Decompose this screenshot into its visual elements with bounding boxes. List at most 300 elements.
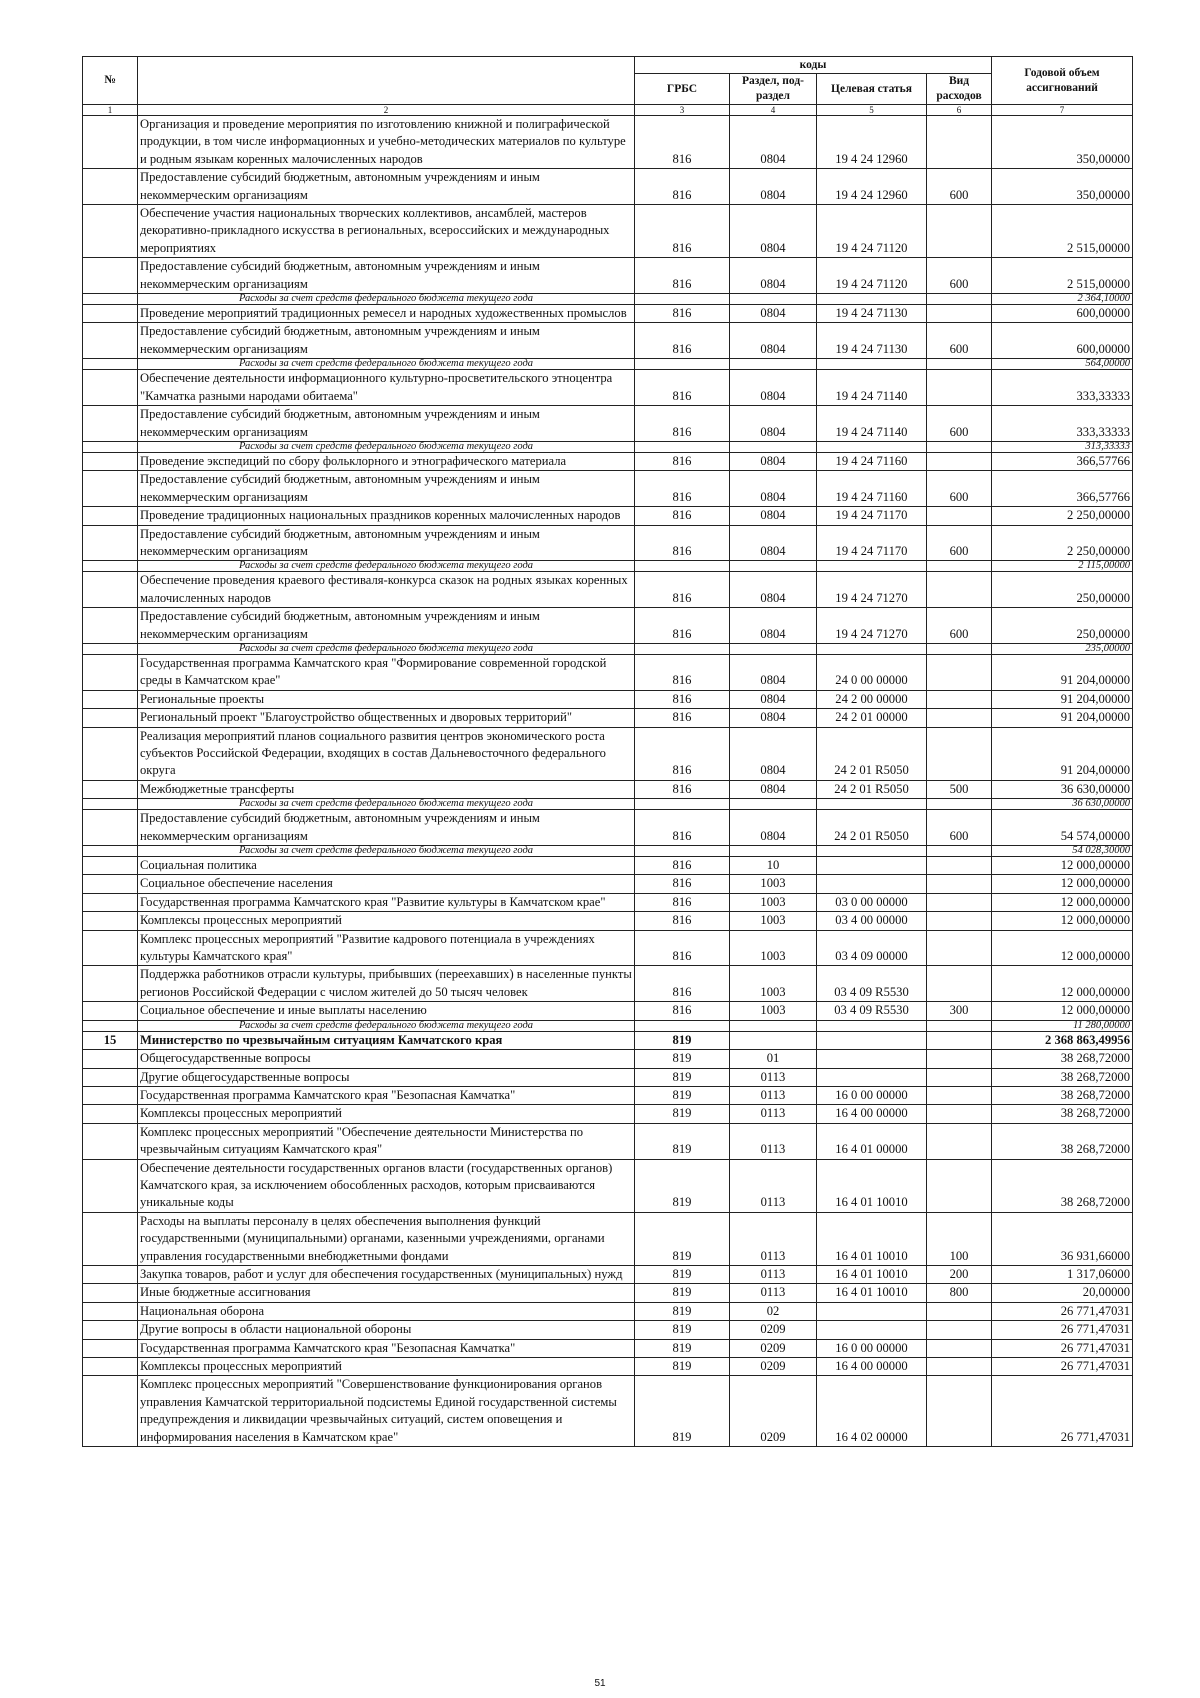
row-expense-type — [927, 654, 992, 690]
table-row — [83, 1105, 1133, 1123]
row-grbs: 816 — [635, 930, 730, 966]
federal-budget-row — [83, 561, 1133, 572]
row-grbs: 819 — [635, 1265, 730, 1283]
row-expense-type — [927, 727, 992, 780]
row-section: 1003 — [730, 875, 817, 893]
row-expense-type — [927, 359, 992, 370]
row-grbs: 816 — [635, 370, 730, 406]
row-number — [83, 1284, 138, 1302]
row-amount: 250,00000 — [992, 608, 1133, 644]
table-row — [83, 305, 1133, 323]
row-grbs: 816 — [635, 912, 730, 930]
table-row — [83, 1086, 1133, 1104]
table-row — [83, 169, 1133, 205]
row-description: Предоставление субсидий бюджетным, автономным учреждениям и иным некоммерческим организациям — [138, 471, 635, 507]
row-target: 24 2 01 00000 — [817, 709, 927, 727]
row-amount: 91 204,00000 — [992, 690, 1133, 708]
row-section: 0804 — [730, 305, 817, 323]
row-amount: 333,33333 — [992, 370, 1133, 406]
row-section: 0804 — [730, 709, 817, 727]
row-amount: 1 317,06000 — [992, 1265, 1133, 1283]
row-amount: 26 771,47031 — [992, 1321, 1133, 1339]
row-target: 16 4 02 00000 — [817, 1376, 927, 1447]
row-expense-type — [927, 1068, 992, 1086]
row-number — [83, 1050, 138, 1068]
row-section: 0113 — [730, 1212, 817, 1265]
row-grbs: 819 — [635, 1159, 730, 1212]
row-target: 16 0 00 00000 — [817, 1339, 927, 1357]
row-description: Предоставление субсидий бюджетным, автономным учреждениям и иным некоммерческим организациям — [138, 169, 635, 205]
row-description: Предоставление субсидий бюджетным, автономным учреждениям и иным некоммерческим организациям — [138, 810, 635, 846]
row-expense-type — [927, 1086, 992, 1104]
row-target: 19 4 24 71140 — [817, 370, 927, 406]
row-amount: 350,00000 — [992, 116, 1133, 169]
row-description: Национальная оборона — [138, 1302, 635, 1320]
row-grbs: 819 — [635, 1358, 730, 1376]
row-section: 0804 — [730, 406, 817, 442]
row-description: Комплекс процессных мероприятий "Совершенствование функционирования органов управления Камчатской территориальной подсистемы Единой государственной системы предупреждения и ликвидации чрезвычайных ситуаций, систем оповещения и информирования населения в Камчатском крае" — [138, 1376, 635, 1447]
row-section: 0113 — [730, 1086, 817, 1104]
row-amount: 12 000,00000 — [992, 1002, 1133, 1020]
row-target — [817, 561, 927, 572]
row-number — [83, 1159, 138, 1212]
row-target: 19 4 24 71270 — [817, 608, 927, 644]
row-description: Расходы за счет средств федерального бюджета текущего года — [138, 799, 635, 810]
row-section: 0804 — [730, 169, 817, 205]
table-row — [83, 525, 1133, 561]
row-expense-type: 600 — [927, 471, 992, 507]
table-row — [83, 893, 1133, 911]
row-expense-type — [927, 690, 992, 708]
row-number — [83, 810, 138, 846]
row-number — [83, 305, 138, 323]
row-expense-type: 200 — [927, 1265, 992, 1283]
row-grbs: 816 — [635, 780, 730, 798]
row-grbs — [635, 799, 730, 810]
row-amount: 366,57766 — [992, 471, 1133, 507]
row-expense-type — [927, 1105, 992, 1123]
federal-budget-row — [83, 294, 1133, 305]
table-row — [83, 1358, 1133, 1376]
row-number — [83, 452, 138, 470]
row-number — [83, 169, 138, 205]
row-description: Предоставление субсидий бюджетным, автономным учреждениям и иным некоммерческим организациям — [138, 406, 635, 442]
col-section-header: Раздел, под-раздел — [730, 74, 817, 105]
col-index-3: 3 — [635, 105, 730, 116]
row-number — [83, 690, 138, 708]
row-description: Расходы за счет средств федерального бюджета текущего года — [138, 561, 635, 572]
row-number — [83, 1212, 138, 1265]
row-description: Общегосударственные вопросы — [138, 1050, 635, 1068]
row-expense-type: 100 — [927, 1212, 992, 1265]
table-row — [83, 1159, 1133, 1212]
row-number — [83, 893, 138, 911]
row-expense-type — [927, 205, 992, 258]
table-row — [83, 370, 1133, 406]
row-target — [817, 643, 927, 654]
row-target: 19 4 24 12960 — [817, 116, 927, 169]
table-row — [83, 471, 1133, 507]
row-section: 0804 — [730, 370, 817, 406]
row-description: Другие вопросы в области национальной обороны — [138, 1321, 635, 1339]
row-description: Реализация мероприятий планов социального развития центров экономического роста субъектов Российской Федерации, входящих в состав Дальневосточного федерального округа — [138, 727, 635, 780]
col-description-header — [138, 57, 635, 105]
federal-budget-row — [83, 1020, 1133, 1031]
row-target: 03 4 00 00000 — [817, 912, 927, 930]
row-grbs — [635, 561, 730, 572]
col-index-4: 4 — [730, 105, 817, 116]
row-description: Иные бюджетные ассигнования — [138, 1284, 635, 1302]
row-section: 0113 — [730, 1068, 817, 1086]
row-amount: 350,00000 — [992, 169, 1133, 205]
row-grbs — [635, 643, 730, 654]
row-section: 1003 — [730, 930, 817, 966]
row-amount: 235,00000 — [992, 643, 1133, 654]
table-row — [83, 1376, 1133, 1447]
row-description: Закупка товаров, работ и услуг для обеспечения государственных (муниципальных) нужд — [138, 1265, 635, 1283]
row-target: 19 4 24 71120 — [817, 258, 927, 294]
row-target: 24 2 00 00000 — [817, 690, 927, 708]
row-description: Социальное обеспечение населения — [138, 875, 635, 893]
row-expense-type — [927, 1159, 992, 1212]
table-row — [83, 1284, 1133, 1302]
row-target — [817, 1302, 927, 1320]
table-row — [83, 1068, 1133, 1086]
row-description: Обеспечение участия национальных творческих коллективов, ансамблей, мастеров декоративно-прикладного искусства в региональных, всероссийских и международных мероприятиях — [138, 205, 635, 258]
table-row — [83, 406, 1133, 442]
row-number — [83, 359, 138, 370]
row-section: 0804 — [730, 810, 817, 846]
row-amount: 38 268,72000 — [992, 1050, 1133, 1068]
row-description: Межбюджетные трансферты — [138, 780, 635, 798]
row-section: 0113 — [730, 1265, 817, 1283]
row-amount: 250,00000 — [992, 572, 1133, 608]
row-target: 16 4 01 10010 — [817, 1159, 927, 1212]
row-amount: 26 771,47031 — [992, 1302, 1133, 1320]
row-number — [83, 205, 138, 258]
row-target: 19 4 24 71140 — [817, 406, 927, 442]
row-amount: 38 268,72000 — [992, 1086, 1133, 1104]
table-row — [83, 780, 1133, 798]
row-grbs: 819 — [635, 1321, 730, 1339]
row-expense-type — [927, 643, 992, 654]
row-number — [83, 1002, 138, 1020]
row-number — [83, 561, 138, 572]
row-expense-type — [927, 441, 992, 452]
row-section: 0804 — [730, 116, 817, 169]
row-description: Предоставление субсидий бюджетным, автономным учреждениям и иным некоммерческим организациям — [138, 323, 635, 359]
row-target — [817, 294, 927, 305]
row-description: Государственная программа Камчатского края "Безопасная Камчатка" — [138, 1086, 635, 1104]
row-section: 0804 — [730, 258, 817, 294]
row-description: Комплексы процессных мероприятий — [138, 1358, 635, 1376]
row-description: Социальная политика — [138, 857, 635, 875]
row-section: 0804 — [730, 507, 817, 525]
table-row — [83, 1050, 1133, 1068]
row-target: 03 0 00 00000 — [817, 893, 927, 911]
row-number — [83, 1376, 138, 1447]
row-expense-type — [927, 930, 992, 966]
row-amount: 36 931,66000 — [992, 1212, 1133, 1265]
row-grbs — [635, 441, 730, 452]
budget-table — [82, 56, 1133, 1447]
row-amount: 54 574,00000 — [992, 810, 1133, 846]
row-grbs: 816 — [635, 205, 730, 258]
row-target: 19 4 24 12960 — [817, 169, 927, 205]
row-grbs: 816 — [635, 810, 730, 846]
row-amount: 2 368 863,49956 — [992, 1031, 1133, 1049]
table-row — [83, 912, 1133, 930]
table-row — [83, 323, 1133, 359]
table-row — [83, 1123, 1133, 1159]
row-target: 16 4 01 00000 — [817, 1123, 927, 1159]
row-description: Комплекс процессных мероприятий "Обеспечение деятельности Министерства по чрезвычайным ситуациям Камчатского края" — [138, 1123, 635, 1159]
row-section: 0804 — [730, 608, 817, 644]
row-expense-type — [927, 1031, 992, 1049]
row-expense-type — [927, 966, 992, 1002]
row-number — [83, 1358, 138, 1376]
row-amount: 38 268,72000 — [992, 1068, 1133, 1086]
table-row — [83, 1002, 1133, 1020]
codes-header: коды — [635, 57, 992, 74]
row-target — [817, 846, 927, 857]
col-expense-type-header: Вид расходов — [927, 74, 992, 105]
row-number — [83, 323, 138, 359]
row-grbs: 816 — [635, 893, 730, 911]
row-expense-type: 600 — [927, 323, 992, 359]
row-amount: 26 771,47031 — [992, 1339, 1133, 1357]
row-amount: 2 515,00000 — [992, 205, 1133, 258]
table-row — [83, 1265, 1133, 1283]
row-expense-type — [927, 561, 992, 572]
row-number — [83, 525, 138, 561]
row-description: Расходы за счет средств федерального бюджета текущего года — [138, 643, 635, 654]
row-grbs: 816 — [635, 452, 730, 470]
row-expense-type: 300 — [927, 1002, 992, 1020]
row-description: Обеспечение деятельности государственных органов власти (государственных органов) Камчатского края, за исключением обособленных расходов, которым присваиваются уникальные коды — [138, 1159, 635, 1212]
row-section: 0113 — [730, 1159, 817, 1212]
row-target: 19 4 24 71160 — [817, 471, 927, 507]
row-amount: 54 028,30000 — [992, 846, 1133, 857]
col-number-header: № — [83, 57, 138, 105]
row-number — [83, 370, 138, 406]
row-expense-type — [927, 1302, 992, 1320]
row-expense-type: 600 — [927, 406, 992, 442]
row-description: Проведение экспедиций по сбору фольклорного и этнографического материала — [138, 452, 635, 470]
row-section: 1003 — [730, 1002, 817, 1020]
row-grbs — [635, 846, 730, 857]
row-description: Государственная программа Камчатского края "Развитие культуры в Камчатском крае" — [138, 893, 635, 911]
row-grbs: 816 — [635, 709, 730, 727]
row-grbs: 819 — [635, 1212, 730, 1265]
row-amount: 26 771,47031 — [992, 1376, 1133, 1447]
row-target — [817, 875, 927, 893]
row-section: 0113 — [730, 1284, 817, 1302]
row-grbs: 816 — [635, 169, 730, 205]
row-amount: 20,00000 — [992, 1284, 1133, 1302]
row-number — [83, 1339, 138, 1357]
row-description: Поддержка работников отрасли культуры, прибывших (переехавших) в населенные пункты регионов Российской Федерации с числом жителей до 50 тысяч человек — [138, 966, 635, 1002]
row-target: 24 2 01 R5050 — [817, 780, 927, 798]
row-grbs: 819 — [635, 1031, 730, 1049]
row-section: 0113 — [730, 1105, 817, 1123]
row-number: 15 — [83, 1031, 138, 1049]
row-section: 0804 — [730, 323, 817, 359]
row-target: 19 4 24 71160 — [817, 452, 927, 470]
row-expense-type — [927, 875, 992, 893]
table-row — [83, 452, 1133, 470]
row-amount: 91 204,00000 — [992, 709, 1133, 727]
row-number — [83, 116, 138, 169]
row-grbs: 816 — [635, 572, 730, 608]
row-grbs: 816 — [635, 857, 730, 875]
row-target — [817, 1321, 927, 1339]
page-number: 51 — [594, 1678, 606, 1689]
row-number — [83, 709, 138, 727]
row-section: 0804 — [730, 452, 817, 470]
row-amount: 12 000,00000 — [992, 875, 1133, 893]
row-grbs: 816 — [635, 471, 730, 507]
table-body — [83, 116, 1133, 1447]
col-annual-header: Годовой объем ассигнований — [992, 57, 1133, 105]
table-row — [83, 727, 1133, 780]
row-expense-type — [927, 1020, 992, 1031]
row-number — [83, 799, 138, 810]
row-section: 1003 — [730, 893, 817, 911]
row-number — [83, 1265, 138, 1283]
row-grbs: 816 — [635, 258, 730, 294]
table-row — [83, 116, 1133, 169]
row-number — [83, 1302, 138, 1320]
row-expense-type — [927, 857, 992, 875]
row-section: 0113 — [730, 1123, 817, 1159]
row-description: Государственная программа Камчатского края "Безопасная Камчатка" — [138, 1339, 635, 1357]
row-section: 0804 — [730, 205, 817, 258]
row-amount: 26 771,47031 — [992, 1358, 1133, 1376]
row-section: 1003 — [730, 912, 817, 930]
row-amount: 2 250,00000 — [992, 525, 1133, 561]
table-row — [83, 205, 1133, 258]
table-row — [83, 507, 1133, 525]
row-amount: 2 115,00000 — [992, 561, 1133, 572]
table-row — [83, 709, 1133, 727]
row-target: 19 4 24 71170 — [817, 525, 927, 561]
row-amount: 2 364,10000 — [992, 294, 1133, 305]
row-target: 16 4 01 10010 — [817, 1284, 927, 1302]
row-amount: 38 268,72000 — [992, 1123, 1133, 1159]
row-section — [730, 1031, 817, 1049]
row-section — [730, 359, 817, 370]
federal-budget-row — [83, 846, 1133, 857]
row-amount: 11 280,00000 — [992, 1020, 1133, 1031]
row-amount: 2 250,00000 — [992, 507, 1133, 525]
row-grbs — [635, 294, 730, 305]
row-number — [83, 875, 138, 893]
row-description: Комплексы процессных мероприятий — [138, 1105, 635, 1123]
row-amount: 12 000,00000 — [992, 966, 1133, 1002]
row-target: 19 4 24 71130 — [817, 305, 927, 323]
row-grbs: 819 — [635, 1284, 730, 1302]
row-target: 16 4 00 00000 — [817, 1358, 927, 1376]
row-target — [817, 1031, 927, 1049]
row-amount: 564,00000 — [992, 359, 1133, 370]
row-amount: 36 630,00000 — [992, 780, 1133, 798]
row-section — [730, 1020, 817, 1031]
row-amount: 313,33333 — [992, 441, 1133, 452]
row-number — [83, 654, 138, 690]
row-description: Обеспечение проведения краевого фестиваля-конкурса сказок на родных языках коренных малочисленных народов — [138, 572, 635, 608]
table-row — [83, 966, 1133, 1002]
row-section — [730, 643, 817, 654]
row-target — [817, 441, 927, 452]
row-amount: 12 000,00000 — [992, 893, 1133, 911]
row-grbs: 819 — [635, 1339, 730, 1357]
row-expense-type — [927, 893, 992, 911]
row-grbs — [635, 1020, 730, 1031]
row-grbs: 819 — [635, 1123, 730, 1159]
row-target: 24 0 00 00000 — [817, 654, 927, 690]
row-number — [83, 727, 138, 780]
row-grbs: 819 — [635, 1086, 730, 1104]
row-number — [83, 1020, 138, 1031]
row-target — [817, 799, 927, 810]
row-expense-type — [927, 1376, 992, 1447]
federal-budget-row — [83, 441, 1133, 452]
row-grbs: 816 — [635, 727, 730, 780]
row-description: Проведение традиционных национальных праздников коренных малочисленных народов — [138, 507, 635, 525]
row-grbs: 819 — [635, 1105, 730, 1123]
row-number — [83, 857, 138, 875]
row-section: 0804 — [730, 690, 817, 708]
row-number — [83, 846, 138, 857]
row-section: 10 — [730, 857, 817, 875]
row-description: Другие общегосударственные вопросы — [138, 1068, 635, 1086]
row-section — [730, 294, 817, 305]
row-grbs: 816 — [635, 966, 730, 1002]
row-expense-type: 600 — [927, 169, 992, 205]
row-target: 24 2 01 R5050 — [817, 727, 927, 780]
row-expense-type — [927, 1321, 992, 1339]
row-grbs: 816 — [635, 1002, 730, 1020]
row-expense-type — [927, 305, 992, 323]
row-number — [83, 406, 138, 442]
row-expense-type: 600 — [927, 258, 992, 294]
row-target: 03 4 09 R5530 — [817, 1002, 927, 1020]
col-index-1: 1 — [83, 105, 138, 116]
row-section: 0804 — [730, 654, 817, 690]
table-row — [83, 875, 1133, 893]
federal-budget-row — [83, 359, 1133, 370]
row-expense-type — [927, 912, 992, 930]
row-section: 0804 — [730, 727, 817, 780]
row-grbs: 816 — [635, 690, 730, 708]
row-target: 16 4 01 10010 — [817, 1265, 927, 1283]
row-section — [730, 799, 817, 810]
row-description: Региональный проект "Благоустройство общественных и дворовых территорий" — [138, 709, 635, 727]
row-section: 0804 — [730, 525, 817, 561]
col-index-6: 6 — [927, 105, 992, 116]
row-amount: 600,00000 — [992, 305, 1133, 323]
row-section: 0804 — [730, 572, 817, 608]
row-amount: 91 204,00000 — [992, 727, 1133, 780]
row-expense-type — [927, 709, 992, 727]
row-section: 0209 — [730, 1376, 817, 1447]
row-description: Обеспечение деятельности информационного культурно-просветительского этноцентра "Камчатка разными народами обитаема" — [138, 370, 635, 406]
row-section: 01 — [730, 1050, 817, 1068]
row-number — [83, 258, 138, 294]
table-row — [83, 258, 1133, 294]
row-amount: 600,00000 — [992, 323, 1133, 359]
